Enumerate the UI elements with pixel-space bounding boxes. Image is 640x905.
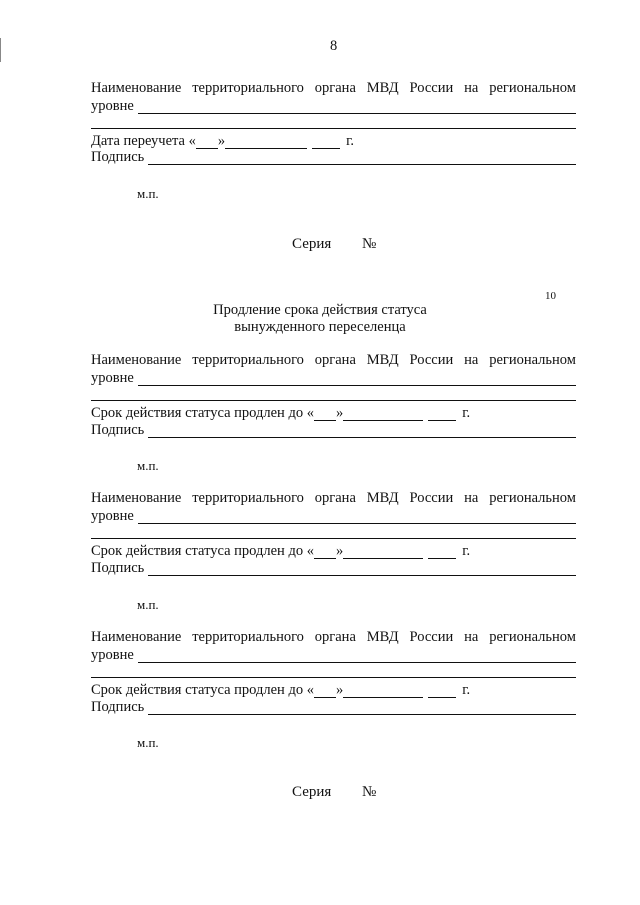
org-word: МВД [366,352,399,368]
org-word: России [409,490,454,506]
org-word: России [409,80,454,96]
term-month-blank[interactable] [343,407,423,421]
org-word: на [464,490,479,506]
recount-day-blank[interactable] [196,135,218,149]
series-label: Серия [292,236,332,252]
recount-month-blank[interactable] [225,135,307,149]
org-word: органа [314,352,356,368]
org-level-line[interactable] [138,510,576,524]
org-word: территориального [192,629,304,645]
org-name-line [91,352,576,368]
org-word: на [464,80,479,96]
signature-label: Подпись [91,422,145,438]
org-word: органа [314,80,356,96]
term-label: Срок действия статуса продлен до « [91,405,314,421]
term-close-quote: » [335,543,344,559]
org-word: Наименование [91,490,182,506]
org-word: региональном [489,490,576,506]
org-word: на [464,629,479,645]
stamp-place: м.п. [137,735,159,750]
recount-date-label: Дата переучета « [91,133,196,149]
org-extra-line[interactable] [91,677,576,678]
org-word: России [409,629,454,645]
org-level-label: уровне [91,370,134,386]
page-number: 8 [330,38,338,54]
recount-date-close-quote: » [217,133,226,149]
org-word: территориального [192,80,304,96]
signature-label: Подпись [91,699,145,715]
org-word: региональном [489,629,576,645]
signature-line[interactable] [148,424,576,438]
org-extra-line[interactable] [91,400,576,401]
signature-field [91,699,576,715]
org-level-line[interactable] [138,372,576,386]
org-word: Наименование [91,80,182,96]
series-label: Серия [292,784,332,800]
org-word: России [409,352,454,368]
org-level-field [91,508,576,524]
signature-line[interactable] [148,562,576,576]
extension-title-line-2: вынужденного переселенца [234,319,406,335]
org-word: органа [314,490,356,506]
org-extra-line[interactable] [91,128,576,129]
signature-field [91,422,576,438]
org-level-label: уровне [91,98,134,114]
org-name-line [91,629,576,645]
org-word: МВД [366,80,399,96]
extension-title-line-1: Продление срока действия статуса [213,302,427,318]
term-year-blank[interactable] [428,684,456,698]
term-field [91,543,470,559]
org-word: Наименование [91,352,182,368]
stamp-place: м.п. [137,597,159,612]
org-word: региональном [489,352,576,368]
org-level-line[interactable] [138,649,576,663]
recount-year-blank[interactable] [312,135,340,149]
term-year-label: г. [462,405,471,421]
term-year-label: г. [462,543,471,559]
org-level-line[interactable] [138,100,576,114]
page-edge-mark [0,38,1,62]
org-level-label: уровне [91,508,134,524]
term-day-blank[interactable] [314,545,336,559]
org-word: МВД [366,490,399,506]
org-word: территориального [192,352,304,368]
signature-line[interactable] [148,151,576,165]
corner-number: 10 [545,290,556,302]
term-field [91,682,470,698]
org-level-field [91,647,576,663]
term-day-blank[interactable] [314,684,336,698]
term-year-label: г. [462,682,471,698]
org-word: территориального [192,490,304,506]
recount-date-field [91,133,354,149]
org-level-field [91,98,576,114]
org-word: МВД [366,629,399,645]
stamp-place: м.п. [137,186,159,201]
term-label: Срок действия статуса продлен до « [91,543,314,559]
signature-field [91,560,576,576]
term-field [91,405,470,421]
term-year-blank[interactable] [428,545,456,559]
org-name-line [91,490,576,506]
term-month-blank[interactable] [343,684,423,698]
org-word: органа [314,629,356,645]
term-close-quote: » [335,405,344,421]
org-extra-line[interactable] [91,538,576,539]
org-level-label: уровне [91,647,134,663]
term-close-quote: » [335,682,344,698]
signature-label: Подпись [91,149,145,165]
number-sign: № [362,784,377,800]
term-day-blank[interactable] [314,407,336,421]
term-label: Срок действия статуса продлен до « [91,682,314,698]
recount-year-label: г. [346,133,355,149]
signature-line[interactable] [148,701,576,715]
signature-field [91,149,576,165]
org-word: на [464,352,479,368]
org-level-field [91,370,576,386]
term-month-blank[interactable] [343,545,423,559]
number-sign: № [362,236,377,252]
stamp-place: м.п. [137,458,159,473]
org-word: региональном [489,80,576,96]
term-year-blank[interactable] [428,407,456,421]
signature-label: Подпись [91,560,145,576]
org-name-line [91,80,576,96]
org-word: Наименование [91,629,182,645]
